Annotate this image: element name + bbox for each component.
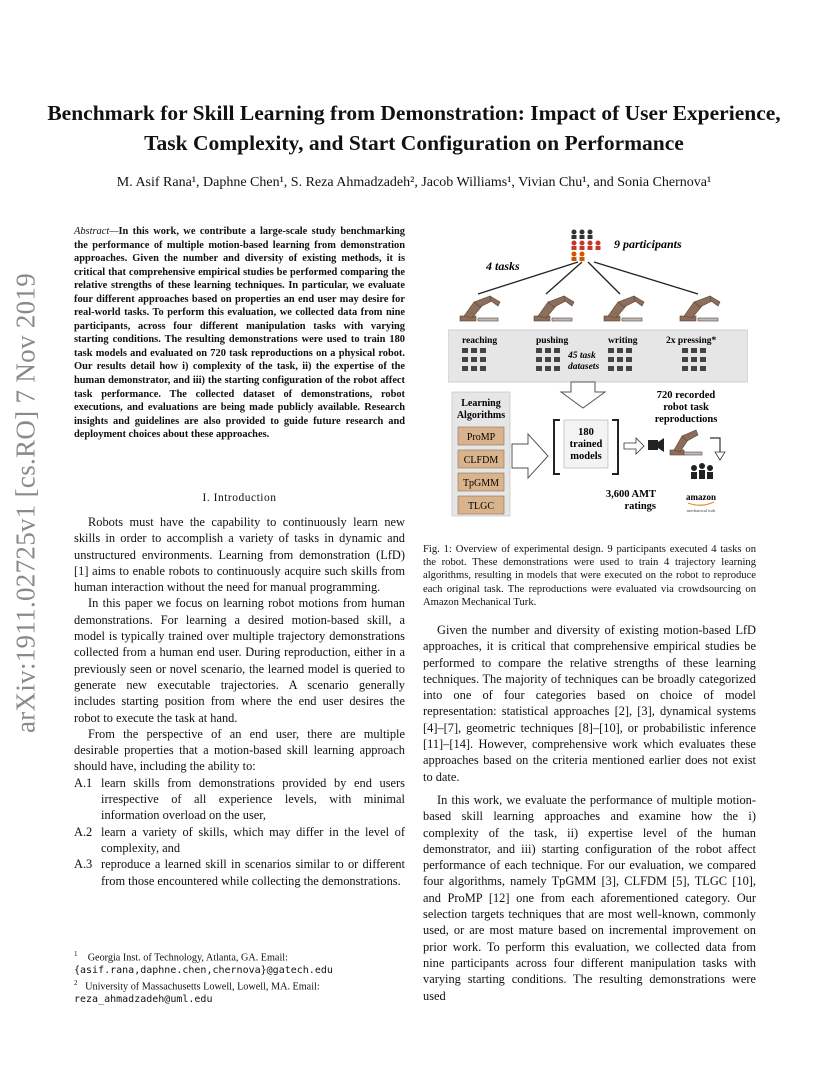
algo-clfdm: CLFDM xyxy=(463,455,499,466)
requirements-list xyxy=(74,775,405,889)
caption-label: Fig. 1: xyxy=(423,544,452,555)
intro-paragraph-1: Robots must have the capability to continuously learn new skills in order to accomplish a variety of tasks in dynamic and unstructured environments. Learning from demonstration (LfD) [1] aims to enable robots to continuously acquire such skills from human interaction without the need for manual programming. xyxy=(74,515,405,595)
footnote-email: reza_ahmadzadeh@uml.edu xyxy=(74,994,213,1006)
algo-promp: ProMP xyxy=(466,432,496,443)
list-item xyxy=(74,856,405,889)
camera-icon xyxy=(648,438,664,452)
right-arrow-icon xyxy=(512,434,548,478)
paragraph: Given the number and diversity of existing motion-based LfD approaches, it is critical that comprehensive empirical studies be performed to compare the relative strengths of these learning techniques. The majority of techniques can be broadly categorized into one of four categories based on choice of model representation: statistical approaches [2], [3], dynamical systems [4]–[7], geometric techniques [8]–[10], or probabilistic inference [11]–[14]. However, comprehensive work which evaluates these approaches based on the criteria mentioned earlier does not exist to date. xyxy=(423,623,756,784)
footnote-1 xyxy=(74,948,405,977)
paper-title: Benchmark for Skill Learning from Demonstration: Impact of User Experience, Task Complexity, and Start Configuration on Performance xyxy=(47,101,781,155)
footnote-mark: 2 xyxy=(74,979,78,988)
footnote-email: {asif.rana,daphne.chen,chernova}@gatech.edu xyxy=(74,964,333,976)
paragraph: In this work, we evaluate the performance of multiple motion-based skill learning approaches and examine how the i) complexity of the task, ii) expertise level of the human demonstrator, and iii) starting configuration of the robot affect performance of each technique. For our evaluation, we compared four algorithms, namely TpGMM [3], CLFDM [5], TLGC [10], and ProMP [12] one from each aforementioned category. Our selection targets techniques that are most well-known, commonly used, or are most mature based on incremental improvement on prior work. To perform this evaluation, we collected data from nine participants across four different manipulation tasks with varying starting conditions. The resulting demonstrations were used xyxy=(423,793,756,1003)
intro-paragraph-3: From the perspective of an end user, there are multiple desirable properties that a motion-based skill learning approach should have, including the ability to: xyxy=(74,726,405,774)
crowd-icon xyxy=(691,463,713,479)
list-text: learn a variety of skills, which may differ in the level of complexity, and xyxy=(101,824,405,855)
right-paragraph-2 xyxy=(423,792,756,1004)
list-text: learn skills from demonstrations provided by end users irrespective of all experience levels, with minimal information overload on the user, xyxy=(101,775,405,823)
list-text: reproduce a learned skill in scenarios similar to or different from those encountered while collecting the demonstrations. xyxy=(101,857,405,888)
footnote-text: University of Massachusetts Lowell, Lowell, MA. Email: xyxy=(85,981,320,993)
amazon-logo: amazon xyxy=(686,492,716,502)
footnote-mark: 1 xyxy=(74,950,78,958)
abstract-text: In this work, we contribute a large-scale study benchmarking the performance of multiple motion-based learning from demonstration approaches. Given the number and diversity of existing methods, it is critical that comprehensive empirical studies be performed comparing the relative strengths of these learning techniques. In particular, we evaluate four different approaches based on properties an end user may desire for real-world tasks. To perform this evaluation, we collected data from nine participants, across four different manipulation tasks with varying starting conditions. The resulting demonstrations were used to train 180 task models and evaluated on 720 task reproductions on a physical robot. Our results detail how i) complexity of the task, ii) the expertise of the human demonstrator, and iii) the starting configuration of the robot affect task performance. The collected dataset of demonstrations, robot executions, and evaluations are being made publicly available. Research insights and guidelines are also provided to guide future research and deployment choices about these approaches. xyxy=(74,226,405,441)
task-writing: writing xyxy=(608,336,638,346)
abstract xyxy=(74,225,405,442)
participants-label: 9 participants xyxy=(614,237,682,251)
figure-overview xyxy=(448,222,748,522)
intro-paragraph-2: In this paper we focus on learning robot motions from human demonstrations. For learning a desired motion-based skill, a model is typically trained over multiple trajectory demonstrations collected from a human end user. During reproduction, either in a previously seen or novel scenario, the learned model is queried to generate new executable trajectories. A scenario generally includes starting position from where the end user desires the robot to execute the task at hand. xyxy=(74,596,405,725)
algo-tlgc: TLGC xyxy=(467,501,495,512)
abstract-label: Abstract— xyxy=(74,226,119,237)
participants-icon xyxy=(572,230,601,262)
recorded-line-1: 720 recorded xyxy=(656,390,716,401)
footnote-text: Georgia Inst. of Technology, Atlanta, GA. Email: xyxy=(87,952,288,964)
algorithms-heading-1: Learning xyxy=(461,398,501,409)
ratings-line-1: 3,600 AMT xyxy=(605,489,656,500)
author-list: M. Asif Rana¹, Daphne Chen¹, S. Reza Ahmadzadeh², Jacob Williams¹, Vivian Chu¹, and Sonia Chernova¹ xyxy=(116,175,712,190)
footnote-2 xyxy=(74,977,405,1006)
down-arrow-icon xyxy=(561,382,605,408)
algorithms-heading-2: Algorithms xyxy=(456,410,506,421)
arxiv-id: arXiv:1911.02725v1 [cs.RO] 7 Nov 2019 xyxy=(10,272,41,734)
arxiv-stamp xyxy=(8,272,44,734)
caption-text: Overview of experimental design. 9 participants executed 4 tasks on the robot. These demonstrations were used to train 4 trajectory learning algorithms, resulting in models that were executed on the robot to reproduce each original task. The reproductions were evaluated via crowdsourcing on Amazon Mechanical Turk. xyxy=(423,544,756,608)
datasets-line-2: datasets xyxy=(568,362,600,372)
arrow-to-camera-icon xyxy=(624,438,644,454)
models-line-2: trained xyxy=(569,439,603,450)
list-item xyxy=(74,824,405,857)
intro-body xyxy=(74,514,405,889)
list-number: A.3 xyxy=(74,857,93,872)
footnotes xyxy=(74,948,405,1007)
task-reaching: reaching xyxy=(462,336,498,346)
task-pushing: pushing xyxy=(536,336,569,346)
robot-arm-icons xyxy=(460,296,720,321)
mturk-sub: mechanical turk xyxy=(686,508,716,513)
robot-reproduction-icon xyxy=(670,430,702,455)
recorded-line-3: reproductions xyxy=(654,414,718,425)
list-number: A.1 xyxy=(74,775,93,790)
list-item xyxy=(74,775,405,824)
figure-caption xyxy=(423,543,756,609)
task-pressing: 2x pressing* xyxy=(666,336,717,346)
datasets-line-1: 45 task xyxy=(568,351,596,361)
tasks-label: 4 tasks xyxy=(486,259,520,273)
models-line-1: 180 xyxy=(578,427,594,438)
models-line-3: models xyxy=(570,451,602,462)
list-number: A.2 xyxy=(74,824,93,839)
section-heading: I. Introduction xyxy=(202,492,277,504)
recorded-line-2: robot task xyxy=(663,402,709,413)
right-paragraph-1 xyxy=(423,622,756,785)
algo-tpgmm: TpGMM xyxy=(462,478,500,489)
ratings-line-2: ratings xyxy=(624,501,656,512)
